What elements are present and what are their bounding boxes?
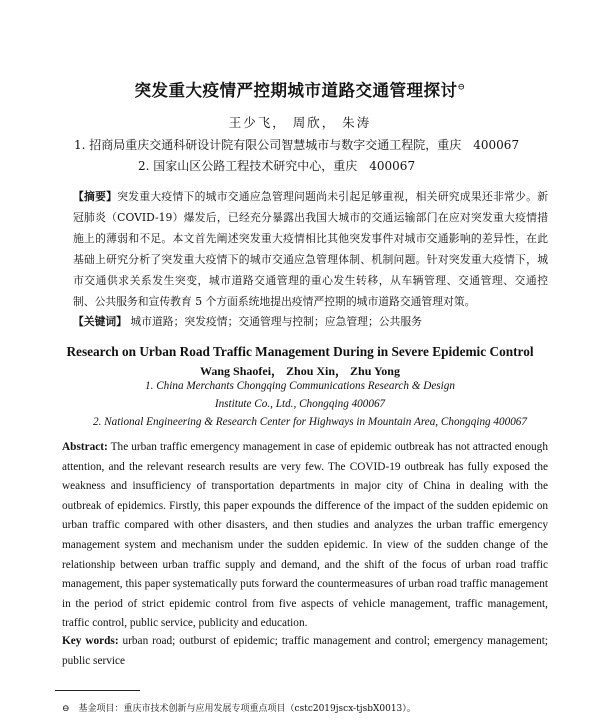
title-cn-text: 突发重大疫情严控期城市道路交通管理探讨: [134, 81, 458, 100]
keywords-cn-text: 城市道路；突发疫情；交通管理与控制；应急管理；公共服务: [130, 315, 422, 328]
abstract-cn-label: 【摘要】: [73, 190, 118, 203]
abstract-chinese: [73, 186, 548, 312]
abstract-cn-text: 突发重大疫情下的城市交通应急管理问题尚未引起足够重视，相关研究成果还非常少。新冠肺炎（COVID-19）爆发后，已经充分暴露出我国大城市的交通运输部门在应对突发重大疫情措施上的薄弱和不足。本文首先阐述突发重大疫情相比其他突发事件对城市交通影响的差异性，在此基础上研究分析了突发重大疫情下的城市交通应急管理体制、机制问题。针对突发重大疫情下，城市交通供求关系发生突变，城市道路交通管理的重心发生转移，从车辆管理、交通管理、交通控制、公共服务和宣传教育 5 个方面系统地提出疫情严控期的城市道路交通管理对策。: [73, 190, 549, 308]
footnote-divider: [55, 690, 140, 691]
authors-chinese: 王少飞， 周欣， 朱涛: [228, 115, 372, 130]
paper-title-chinese: [40, 77, 560, 101]
affiliation-english-1-cont: Institute Co., Ltd., Chongqing 400067: [214, 398, 386, 410]
abstract-en-text: The urban traffic emergency management in case of epidemic outbreak has not attracted enough attention, and the relevant research results are very few. The COVID-19 outbreak has fully exposed the weakness and insufficiency of transportation departments in major city of China in dealing with the outbreak of epidemics. Firstly, this paper expounds the difference of the impact of the sudden epidemic on urban traffic compared with other disasters, and then studies and analyzes the urban traffic emergency management system and mechanism under the sudden epidemic. In view of the sudden change of the relationship between urban traffic supply and demand, and the shift of the focus of urban road traffic management, this paper systematically puts forward the countermeasures of urban road traffic management in the period of strict epidemic control from five aspects of vehicle management, traffic management, traffic control, public service, publicity and education.: [62, 441, 548, 630]
authors-english: Wang Shaofei， Zhou Xin， Zhu Yong: [200, 364, 400, 378]
abstract-en-label: Abstract:: [62, 441, 108, 453]
abstract-english: [62, 438, 548, 634]
affiliation-english-2: 2. National Engineering & Research Center for Highways in Mountain Area, Chongqing 400067: [92, 416, 527, 428]
funding-footnote: ⊖ 基金项目：重庆市技术创新与应用发展专项重点项目（cstc2019jscx-tjsbX0013）。: [62, 704, 416, 714]
keywords-en-label: Key words:: [62, 635, 119, 647]
affiliation-chinese-1: 1. 招商局重庆交通科研设计院有限公司智慧城市与数字交通工程院，重庆 400067: [74, 138, 520, 152]
paper-title-english: Research on Urban Road Traffic Management During in Severe Epidemic Control: [66, 344, 534, 359]
footnote-mark: ⊖: [457, 82, 466, 93]
affiliation-english-1: 1. China Merchants Chongqing Communications Research & Design: [145, 380, 455, 392]
keywords-english: [62, 632, 548, 671]
keywords-cn-label: 【关键词】: [73, 315, 127, 328]
affiliation-chinese-2: 2. 国家山区公路工程技术研究中心，重庆 400067: [138, 159, 416, 173]
keywords-chinese: [73, 314, 553, 329]
keywords-en-text: urban road; outburst of epidemic; traffic management and control; emergency management; public service: [62, 635, 548, 667]
